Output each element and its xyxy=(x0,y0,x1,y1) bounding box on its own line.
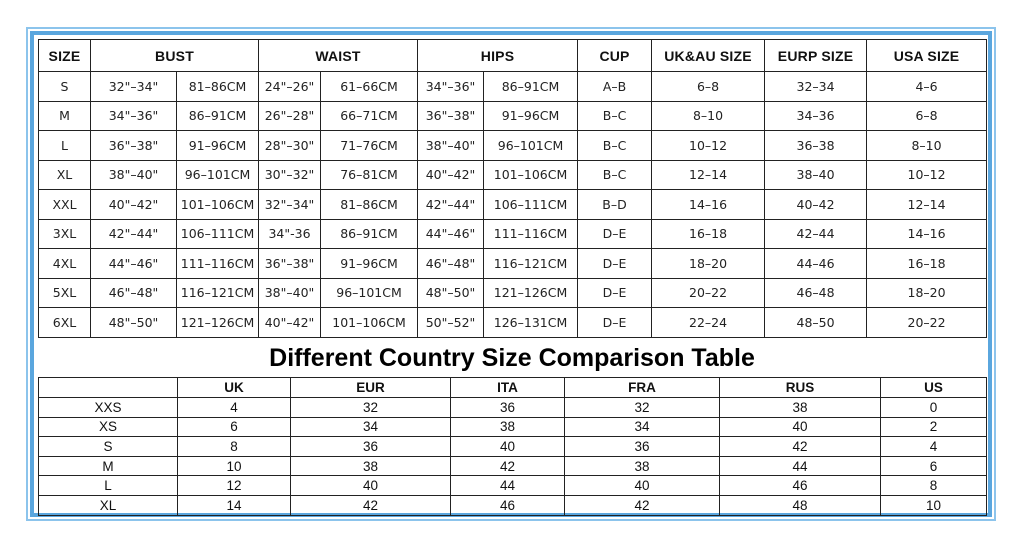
cell-bust-cm: 101–106CM xyxy=(177,190,259,220)
cell-usa: 14–16 xyxy=(867,219,987,249)
cell-cup: B–C xyxy=(578,131,652,161)
cell-value: 38 xyxy=(291,456,451,476)
cell-usa: 20–22 xyxy=(867,308,987,338)
table-row xyxy=(39,417,987,437)
cell-waist-in: 28"–30" xyxy=(259,131,321,161)
cell-size: XXL xyxy=(39,190,91,220)
cell-hips-cm: 96–101CM xyxy=(484,131,578,161)
cell-value: 36 xyxy=(291,437,451,457)
cell-value: 10 xyxy=(881,495,987,515)
cell-hips-in: 48"–50" xyxy=(418,278,484,308)
table-row xyxy=(39,131,987,161)
cell-size-label: XS xyxy=(39,417,178,437)
cell-value: 6 xyxy=(178,417,291,437)
cell-usa: 6–8 xyxy=(867,101,987,131)
cell-hips-in: 38"–40" xyxy=(418,131,484,161)
cell-cup: A–B xyxy=(578,72,652,102)
cell-eurp: 38–40 xyxy=(765,160,867,190)
header-ita: ITA xyxy=(451,378,565,398)
header-blank xyxy=(39,378,178,398)
header-size: SIZE xyxy=(39,40,91,72)
cell-value: 46 xyxy=(451,495,565,515)
header-ukau-size: UK&AU SIZE xyxy=(652,40,765,72)
cell-usa: 8–10 xyxy=(867,131,987,161)
cell-value: 10 xyxy=(178,456,291,476)
cell-waist-in: 34"-36 xyxy=(259,219,321,249)
cell-waist-cm: 81–86CM xyxy=(321,190,418,220)
header-fra: FRA xyxy=(565,378,720,398)
cell-eurp: 32–34 xyxy=(765,72,867,102)
cell-bust-in: 46"–48" xyxy=(91,278,177,308)
cell-cup: B–D xyxy=(578,190,652,220)
cell-size: 4XL xyxy=(39,249,91,279)
table-row xyxy=(39,278,987,308)
cell-value: 42 xyxy=(565,495,720,515)
cell-value: 4 xyxy=(881,437,987,457)
cell-size: 5XL xyxy=(39,278,91,308)
cell-value: 38 xyxy=(720,398,881,418)
cell-eurp: 46–48 xyxy=(765,278,867,308)
header-uk: UK xyxy=(178,378,291,398)
cell-ukau: 20–22 xyxy=(652,278,765,308)
cell-waist-cm: 61–66CM xyxy=(321,72,418,102)
cell-size: M xyxy=(39,101,91,131)
cell-cup: B–C xyxy=(578,160,652,190)
cell-size-label: S xyxy=(39,437,178,457)
cell-value: 40 xyxy=(451,437,565,457)
cell-waist-in: 40"–42" xyxy=(259,308,321,338)
cell-size: L xyxy=(39,131,91,161)
cell-ukau: 22–24 xyxy=(652,308,765,338)
cell-usa: 10–12 xyxy=(867,160,987,190)
cell-value: 40 xyxy=(565,476,720,496)
cell-bust-in: 44"–46" xyxy=(91,249,177,279)
cell-waist-in: 36"–38" xyxy=(259,249,321,279)
cell-value: 12 xyxy=(178,476,291,496)
cell-size: 6XL xyxy=(39,308,91,338)
cell-waist-cm: 101–106CM xyxy=(321,308,418,338)
table-row xyxy=(39,476,987,496)
cell-eurp: 34–36 xyxy=(765,101,867,131)
table-row xyxy=(39,190,987,220)
cell-hips-cm: 91–96CM xyxy=(484,101,578,131)
cell-bust-cm: 81–86CM xyxy=(177,72,259,102)
cell-value: 14 xyxy=(178,495,291,515)
cell-waist-in: 38"–40" xyxy=(259,278,321,308)
cell-hips-cm: 111–116CM xyxy=(484,219,578,249)
cell-cup: D–E xyxy=(578,308,652,338)
cell-waist-cm: 66–71CM xyxy=(321,101,418,131)
cell-hips-cm: 86–91CM xyxy=(484,72,578,102)
header-rus: RUS xyxy=(720,378,881,398)
cell-bust-in: 48"–50" xyxy=(91,308,177,338)
cell-eurp: 42–44 xyxy=(765,219,867,249)
cell-hips-in: 42"–44" xyxy=(418,190,484,220)
table-row xyxy=(39,249,987,279)
cell-value: 0 xyxy=(881,398,987,418)
cell-value: 32 xyxy=(291,398,451,418)
cell-bust-cm: 111–116CM xyxy=(177,249,259,279)
header-us: US xyxy=(881,378,987,398)
cell-cup: B–C xyxy=(578,101,652,131)
cell-hips-in: 34"–36" xyxy=(418,72,484,102)
cell-waist-in: 32"–34" xyxy=(259,190,321,220)
cell-waist-cm: 86–91CM xyxy=(321,219,418,249)
cell-waist-cm: 76–81CM xyxy=(321,160,418,190)
cell-waist-in: 26"–28" xyxy=(259,101,321,131)
cell-eurp: 36–38 xyxy=(765,131,867,161)
cell-hips-in: 44"–46" xyxy=(418,219,484,249)
table-row xyxy=(39,72,987,102)
cell-value: 42 xyxy=(291,495,451,515)
table-row xyxy=(39,495,987,515)
cell-value: 48 xyxy=(720,495,881,515)
cell-value: 32 xyxy=(565,398,720,418)
cell-value: 46 xyxy=(720,476,881,496)
header-waist: WAIST xyxy=(259,40,418,72)
table-row xyxy=(39,101,987,131)
cell-bust-cm: 121–126CM xyxy=(177,308,259,338)
table-row xyxy=(39,219,987,249)
cell-ukau: 6–8 xyxy=(652,72,765,102)
cell-waist-cm: 71–76CM xyxy=(321,131,418,161)
cell-eurp: 44–46 xyxy=(765,249,867,279)
cell-bust-in: 42"–44" xyxy=(91,219,177,249)
cell-waist-cm: 91–96CM xyxy=(321,249,418,279)
cell-value: 42 xyxy=(451,456,565,476)
country-comparison-table xyxy=(38,377,987,516)
cell-cup: D–E xyxy=(578,278,652,308)
cell-hips-in: 50"–52" xyxy=(418,308,484,338)
cell-bust-cm: 106–111CM xyxy=(177,219,259,249)
cell-value: 38 xyxy=(565,456,720,476)
cell-bust-in: 38"–40" xyxy=(91,160,177,190)
cell-bust-cm: 86–91CM xyxy=(177,101,259,131)
cell-ukau: 14–16 xyxy=(652,190,765,220)
cell-value: 8 xyxy=(881,476,987,496)
size-chart-header-row xyxy=(39,40,987,72)
cell-hips-cm: 126–131CM xyxy=(484,308,578,338)
cell-size-label: M xyxy=(39,456,178,476)
header-bust: BUST xyxy=(91,40,259,72)
table-row xyxy=(39,456,987,476)
cell-value: 42 xyxy=(720,437,881,457)
cell-cup: D–E xyxy=(578,249,652,279)
cell-usa: 4–6 xyxy=(867,72,987,102)
cell-hips-cm: 101–106CM xyxy=(484,160,578,190)
cell-ukau: 18–20 xyxy=(652,249,765,279)
cell-waist-cm: 96–101CM xyxy=(321,278,418,308)
cell-value: 40 xyxy=(291,476,451,496)
header-eur: EUR xyxy=(291,378,451,398)
cell-value: 36 xyxy=(565,437,720,457)
cell-value: 2 xyxy=(881,417,987,437)
cell-waist-in: 30"–32" xyxy=(259,160,321,190)
cell-bust-cm: 91–96CM xyxy=(177,131,259,161)
cell-size-label: XL xyxy=(39,495,178,515)
cell-usa: 18–20 xyxy=(867,278,987,308)
cell-value: 6 xyxy=(881,456,987,476)
table-row xyxy=(39,308,987,338)
cell-value: 34 xyxy=(291,417,451,437)
cell-size-label: XXS xyxy=(39,398,178,418)
cell-hips-in: 46"–48" xyxy=(418,249,484,279)
header-cup: CUP xyxy=(578,40,652,72)
cell-ukau: 12–14 xyxy=(652,160,765,190)
header-hips: HIPS xyxy=(418,40,578,72)
cell-value: 4 xyxy=(178,398,291,418)
size-chart-table xyxy=(38,39,987,338)
cell-value: 44 xyxy=(451,476,565,496)
cell-hips-in: 36"–38" xyxy=(418,101,484,131)
cell-size-label: L xyxy=(39,476,178,496)
cell-bust-cm: 96–101CM xyxy=(177,160,259,190)
cell-bust-cm: 116–121CM xyxy=(177,278,259,308)
cell-bust-in: 32"–34" xyxy=(91,72,177,102)
cell-eurp: 40–42 xyxy=(765,190,867,220)
cell-value: 36 xyxy=(451,398,565,418)
table-row xyxy=(39,437,987,457)
cell-hips-in: 40"–42" xyxy=(418,160,484,190)
cell-hips-cm: 106–111CM xyxy=(484,190,578,220)
cell-value: 44 xyxy=(720,456,881,476)
cell-bust-in: 34"–36" xyxy=(91,101,177,131)
cell-value: 8 xyxy=(178,437,291,457)
cell-value: 38 xyxy=(451,417,565,437)
cell-ukau: 16–18 xyxy=(652,219,765,249)
cell-size: 3XL xyxy=(39,219,91,249)
cell-cup: D–E xyxy=(578,219,652,249)
table-row xyxy=(39,160,987,190)
header-eurp-size: EURP SIZE xyxy=(765,40,867,72)
cell-waist-in: 24"–26" xyxy=(259,72,321,102)
cell-usa: 16–18 xyxy=(867,249,987,279)
cell-ukau: 8–10 xyxy=(652,101,765,131)
cell-value: 34 xyxy=(565,417,720,437)
cell-eurp: 48–50 xyxy=(765,308,867,338)
cell-bust-in: 40"–42" xyxy=(91,190,177,220)
size-chart-panel xyxy=(30,31,992,517)
cell-usa: 12–14 xyxy=(867,190,987,220)
cell-size: XL xyxy=(39,160,91,190)
comparison-table-title: Different Country Size Comparison Table xyxy=(269,344,755,372)
cell-value: 40 xyxy=(720,417,881,437)
comparison-header-row xyxy=(39,378,987,398)
cell-bust-in: 36"–38" xyxy=(91,131,177,161)
cell-hips-cm: 116–121CM xyxy=(484,249,578,279)
cell-ukau: 10–12 xyxy=(652,131,765,161)
cell-hips-cm: 121–126CM xyxy=(484,278,578,308)
header-usa-size: USA SIZE xyxy=(867,40,987,72)
cell-size: S xyxy=(39,72,91,102)
table-row xyxy=(39,398,987,418)
